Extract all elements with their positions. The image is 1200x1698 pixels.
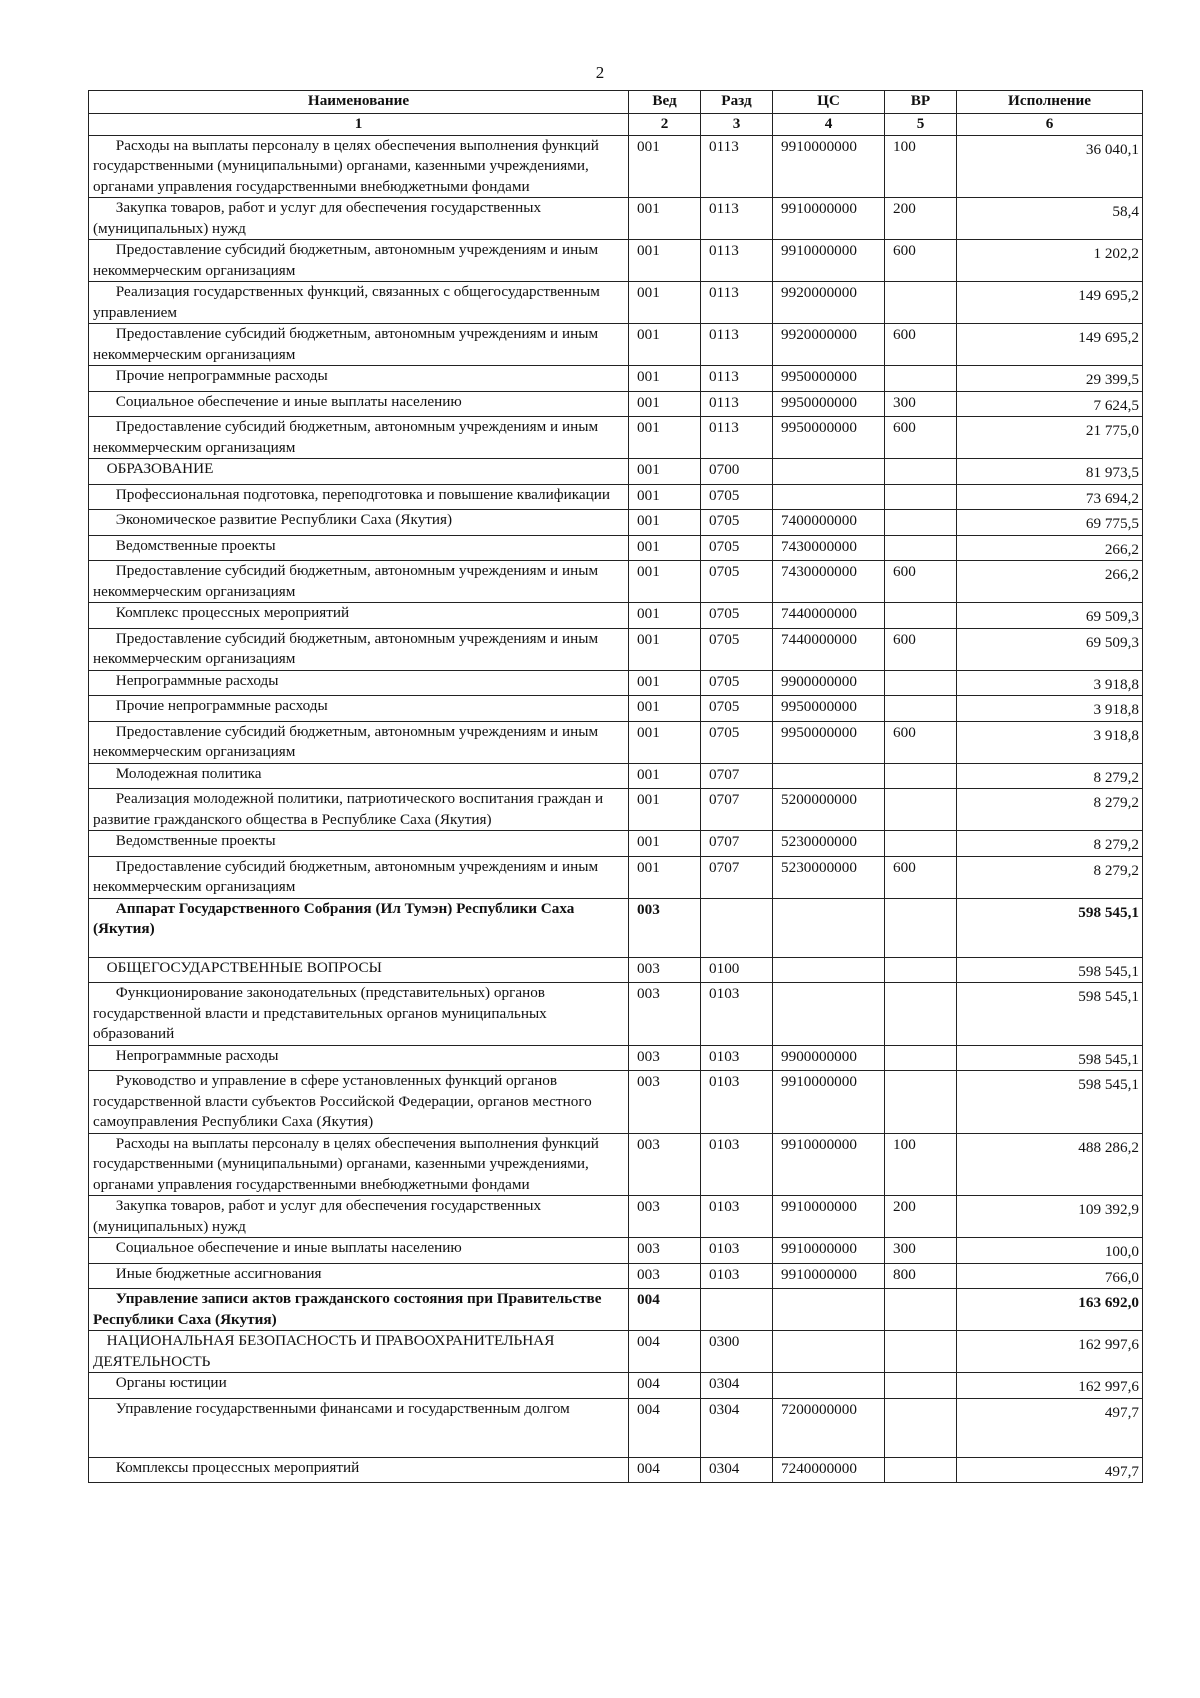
row-vr: [885, 1398, 957, 1457]
row-cs: 7240000000: [773, 1457, 885, 1483]
table-row: [89, 484, 1143, 510]
row-razd: 0113: [701, 391, 773, 417]
row-amount: 598 545,1: [957, 983, 1143, 1046]
row-name: Экономическое развитие Республики Саха (Якутия): [89, 510, 629, 536]
table-row: [89, 898, 1143, 957]
row-ved: 003: [629, 1133, 701, 1196]
table-row: [89, 459, 1143, 485]
row-name: Расходы на выплаты персоналу в целях обеспечения выполнения функций государственными (муниципальными) органами, казенными учреждениями, органами управления государственными внебюджетными фондами: [89, 135, 629, 198]
row-ved: 001: [629, 670, 701, 696]
row-cs: 7400000000: [773, 510, 885, 536]
row-amount: 488 286,2: [957, 1133, 1143, 1196]
row-razd: 0705: [701, 535, 773, 561]
row-ved: 003: [629, 898, 701, 957]
row-name: Расходы на выплаты персоналу в целях обеспечения выполнения функций государственными (муниципальными) органами, казенными учреждениями, органами управления государственными внебюджетными фондами: [89, 1133, 629, 1196]
row-amount: 598 545,1: [957, 1071, 1143, 1134]
column-number: 1: [89, 114, 629, 136]
row-razd: 0705: [701, 721, 773, 763]
row-ved: 003: [629, 1045, 701, 1071]
row-razd: 0705: [701, 696, 773, 722]
row-ved: 001: [629, 417, 701, 459]
row-amount: 163 692,0: [957, 1289, 1143, 1331]
row-vr: [885, 957, 957, 983]
row-cs: 9910000000: [773, 1238, 885, 1264]
row-name: Ведомственные проекты: [89, 831, 629, 857]
row-razd: 0707: [701, 789, 773, 831]
row-vr: 600: [885, 721, 957, 763]
row-vr: 100: [885, 1133, 957, 1196]
row-vr: [885, 484, 957, 510]
table-row: [89, 282, 1143, 324]
row-vr: 600: [885, 561, 957, 603]
row-razd: [701, 1289, 773, 1331]
header-razd: Разд: [701, 91, 773, 114]
row-razd: 0103: [701, 1071, 773, 1134]
row-ved: 001: [629, 789, 701, 831]
row-vr: [885, 1457, 957, 1483]
row-vr: [885, 510, 957, 536]
row-name: Закупка товаров, работ и услуг для обеспечения государственных (муниципальных) нужд: [89, 1196, 629, 1238]
row-cs: 9920000000: [773, 324, 885, 366]
row-amount: 58,4: [957, 198, 1143, 240]
header-amount: Исполнение: [957, 91, 1143, 114]
row-name: Прочие непрограммные расходы: [89, 696, 629, 722]
row-name: Молодежная политика: [89, 763, 629, 789]
row-ved: 001: [629, 391, 701, 417]
column-number: 2: [629, 114, 701, 136]
row-ved: 004: [629, 1457, 701, 1483]
row-name: Реализация государственных функций, связанных с общегосударственным управлением: [89, 282, 629, 324]
row-name: Предоставление субсидий бюджетным, автономным учреждениям и иным некоммерческим организациям: [89, 417, 629, 459]
table-row: [89, 510, 1143, 536]
row-ved: 001: [629, 135, 701, 198]
row-ved: 004: [629, 1289, 701, 1331]
row-name: ОБЩЕГОСУДАРСТВЕННЫЕ ВОПРОСЫ: [89, 957, 629, 983]
row-razd: 0103: [701, 1238, 773, 1264]
row-vr: [885, 983, 957, 1046]
row-razd: 0103: [701, 1263, 773, 1289]
table-row: [89, 1133, 1143, 1196]
row-vr: [885, 831, 957, 857]
table-row: [89, 957, 1143, 983]
table-row: [89, 670, 1143, 696]
row-name: Закупка товаров, работ и услуг для обеспечения государственных (муниципальных) нужд: [89, 198, 629, 240]
row-amount: 29 399,5: [957, 366, 1143, 392]
row-ved: 001: [629, 484, 701, 510]
row-ved: 001: [629, 628, 701, 670]
row-amount: 8 279,2: [957, 831, 1143, 857]
row-cs: [773, 459, 885, 485]
row-amount: 36 040,1: [957, 135, 1143, 198]
row-razd: 0705: [701, 561, 773, 603]
column-number: 6: [957, 114, 1143, 136]
row-vr: [885, 898, 957, 957]
row-cs: 9900000000: [773, 1045, 885, 1071]
row-amount: 69 509,3: [957, 603, 1143, 629]
row-amount: 162 997,6: [957, 1373, 1143, 1399]
row-name: Предоставление субсидий бюджетным, автономным учреждениям и иным некоммерческим организациям: [89, 561, 629, 603]
row-amount: 598 545,1: [957, 898, 1143, 957]
row-cs: 9950000000: [773, 391, 885, 417]
row-amount: 497,7: [957, 1457, 1143, 1483]
row-cs: 9910000000: [773, 1133, 885, 1196]
row-cs: [773, 1373, 885, 1399]
row-ved: 004: [629, 1373, 701, 1399]
row-name: Профессиональная подготовка, переподготовка и повышение квалификации: [89, 484, 629, 510]
row-ved: 003: [629, 1263, 701, 1289]
header-row: [89, 91, 1143, 114]
row-vr: [885, 282, 957, 324]
row-cs: 7200000000: [773, 1398, 885, 1457]
row-cs: 5230000000: [773, 856, 885, 898]
row-cs: 7440000000: [773, 603, 885, 629]
row-name: Предоставление субсидий бюджетным, автономным учреждениям и иным некоммерческим организациям: [89, 856, 629, 898]
row-amount: 8 279,2: [957, 856, 1143, 898]
row-amount: 1 202,2: [957, 240, 1143, 282]
column-number-row: [89, 114, 1143, 136]
row-amount: 149 695,2: [957, 324, 1143, 366]
row-name: Управление записи актов гражданского состояния при Правительстве Республики Саха (Якутия): [89, 1289, 629, 1331]
row-ved: 001: [629, 831, 701, 857]
row-name: ОБРАЗОВАНИЕ: [89, 459, 629, 485]
row-amount: 69 775,5: [957, 510, 1143, 536]
row-cs: 5230000000: [773, 831, 885, 857]
table-row: [89, 1289, 1143, 1331]
row-razd: 0705: [701, 603, 773, 629]
row-razd: 0700: [701, 459, 773, 485]
row-razd: 0304: [701, 1457, 773, 1483]
row-amount: 766,0: [957, 1263, 1143, 1289]
row-cs: 7440000000: [773, 628, 885, 670]
row-name: Иные бюджетные ассигнования: [89, 1263, 629, 1289]
row-amount: 81 973,5: [957, 459, 1143, 485]
row-name: Предоставление субсидий бюджетным, автономным учреждениям и иным некоммерческим организациям: [89, 324, 629, 366]
row-razd: 0300: [701, 1331, 773, 1373]
row-vr: 200: [885, 198, 957, 240]
row-amount: 8 279,2: [957, 789, 1143, 831]
row-name: Аппарат Государственного Собрания (Ил Тумэн) Республики Саха (Якутия): [89, 898, 629, 957]
row-cs: 9910000000: [773, 135, 885, 198]
row-razd: 0705: [701, 510, 773, 536]
row-ved: 001: [629, 198, 701, 240]
column-number: 4: [773, 114, 885, 136]
column-number: 5: [885, 114, 957, 136]
row-name: Комплекс процессных мероприятий: [89, 603, 629, 629]
row-amount: 149 695,2: [957, 282, 1143, 324]
row-ved: 001: [629, 282, 701, 324]
row-ved: 003: [629, 957, 701, 983]
row-cs: 9950000000: [773, 721, 885, 763]
row-amount: 266,2: [957, 561, 1143, 603]
row-razd: 0705: [701, 628, 773, 670]
row-vr: 800: [885, 1263, 957, 1289]
row-vr: 200: [885, 1196, 957, 1238]
row-cs: [773, 898, 885, 957]
row-vr: 300: [885, 391, 957, 417]
row-vr: 100: [885, 135, 957, 198]
row-vr: 600: [885, 324, 957, 366]
row-cs: [773, 983, 885, 1046]
row-razd: 0707: [701, 856, 773, 898]
row-razd: 0113: [701, 282, 773, 324]
row-name: Органы юстиции: [89, 1373, 629, 1399]
row-amount: 3 918,8: [957, 670, 1143, 696]
row-razd: 0113: [701, 324, 773, 366]
row-vr: [885, 696, 957, 722]
table-row: [89, 417, 1143, 459]
row-vr: [885, 459, 957, 485]
row-amount: 109 392,9: [957, 1196, 1143, 1238]
table-row: [89, 1373, 1143, 1399]
table-row: [89, 198, 1143, 240]
row-cs: [773, 957, 885, 983]
row-name: Реализация молодежной политики, патриотического воспитания граждан и развитие гражданского общества в Республике Саха (Якутия): [89, 789, 629, 831]
table-row: [89, 535, 1143, 561]
row-ved: 001: [629, 459, 701, 485]
row-name: Руководство и управление в сфере установленных функций органов государственной власти субъектов Российской Федерации, органов местного самоуправления Республики Саха (Якутия): [89, 1071, 629, 1134]
row-amount: 21 775,0: [957, 417, 1143, 459]
table-row: [89, 1331, 1143, 1373]
row-vr: [885, 1373, 957, 1399]
row-razd: 0707: [701, 763, 773, 789]
row-ved: 001: [629, 721, 701, 763]
row-razd: 0304: [701, 1398, 773, 1457]
row-razd: 0103: [701, 1196, 773, 1238]
table-row: [89, 240, 1143, 282]
row-ved: 001: [629, 856, 701, 898]
row-name: Ведомственные проекты: [89, 535, 629, 561]
table-row: [89, 1457, 1143, 1483]
table-row: [89, 983, 1143, 1046]
row-ved: 001: [629, 603, 701, 629]
row-name: НАЦИОНАЛЬНАЯ БЕЗОПАСНОСТЬ И ПРАВООХРАНИТЕЛЬНАЯ ДЕЯТЕЛЬНОСТЬ: [89, 1331, 629, 1373]
row-name: Предоставление субсидий бюджетным, автономным учреждениям и иным некоммерческим организациям: [89, 240, 629, 282]
table-row: [89, 561, 1143, 603]
table-row: [89, 1045, 1143, 1071]
row-razd: 0707: [701, 831, 773, 857]
row-ved: 001: [629, 696, 701, 722]
row-razd: 0100: [701, 957, 773, 983]
row-razd: 0304: [701, 1373, 773, 1399]
header-vr: ВР: [885, 91, 957, 114]
row-name: Социальное обеспечение и иные выплаты населению: [89, 391, 629, 417]
row-ved: 001: [629, 324, 701, 366]
row-cs: [773, 1289, 885, 1331]
row-amount: 497,7: [957, 1398, 1143, 1457]
row-razd: [701, 898, 773, 957]
table-row: [89, 366, 1143, 392]
row-cs: [773, 1331, 885, 1373]
header-cs: ЦС: [773, 91, 885, 114]
column-number: 3: [701, 114, 773, 136]
row-razd: 0113: [701, 240, 773, 282]
row-cs: 9900000000: [773, 670, 885, 696]
row-razd: 0113: [701, 198, 773, 240]
row-vr: 600: [885, 417, 957, 459]
row-cs: [773, 763, 885, 789]
table-row: [89, 391, 1143, 417]
row-cs: 9910000000: [773, 240, 885, 282]
row-vr: 600: [885, 628, 957, 670]
table-row: [89, 1398, 1143, 1457]
row-razd: 0705: [701, 484, 773, 510]
row-ved: 004: [629, 1331, 701, 1373]
row-vr: [885, 789, 957, 831]
row-cs: 9950000000: [773, 366, 885, 392]
table-row: [89, 789, 1143, 831]
row-name: Непрограммные расходы: [89, 670, 629, 696]
row-cs: 5200000000: [773, 789, 885, 831]
row-vr: [885, 1331, 957, 1373]
table-row: [89, 135, 1143, 198]
row-vr: [885, 1071, 957, 1134]
row-amount: 7 624,5: [957, 391, 1143, 417]
row-ved: 001: [629, 535, 701, 561]
row-name: Предоставление субсидий бюджетным, автономным учреждениям и иным некоммерческим организациям: [89, 628, 629, 670]
row-amount: 598 545,1: [957, 1045, 1143, 1071]
row-cs: 9950000000: [773, 417, 885, 459]
row-amount: 3 918,8: [957, 721, 1143, 763]
table-row: [89, 721, 1143, 763]
row-ved: 003: [629, 1196, 701, 1238]
table-row: [89, 1263, 1143, 1289]
row-cs: 9950000000: [773, 696, 885, 722]
row-amount: 162 997,6: [957, 1331, 1143, 1373]
row-vr: 300: [885, 1238, 957, 1264]
table-row: [89, 856, 1143, 898]
row-ved: 001: [629, 561, 701, 603]
row-razd: 0103: [701, 1045, 773, 1071]
table-row: [89, 1196, 1143, 1238]
row-ved: 004: [629, 1398, 701, 1457]
table-row: [89, 763, 1143, 789]
row-razd: 0103: [701, 1133, 773, 1196]
row-vr: [885, 366, 957, 392]
row-name: Комплексы процессных мероприятий: [89, 1457, 629, 1483]
row-amount: 100,0: [957, 1238, 1143, 1264]
page-number: 2: [595, 63, 605, 82]
table-row: [89, 1238, 1143, 1264]
row-razd: 0103: [701, 983, 773, 1046]
row-name: Функционирование законодательных (представительных) органов государственной власти и представительных органов муниципальных образований: [89, 983, 629, 1046]
table-row: [89, 1071, 1143, 1134]
row-vr: [885, 763, 957, 789]
row-name: Предоставление субсидий бюджетным, автономным учреждениям и иным некоммерческим организациям: [89, 721, 629, 763]
row-amount: 8 279,2: [957, 763, 1143, 789]
row-cs: 7430000000: [773, 535, 885, 561]
row-razd: 0113: [701, 417, 773, 459]
row-cs: [773, 484, 885, 510]
row-amount: 598 545,1: [957, 957, 1143, 983]
row-vr: [885, 603, 957, 629]
table-row: [89, 603, 1143, 629]
header-ved: Вед: [629, 91, 701, 114]
row-vr: 600: [885, 240, 957, 282]
row-vr: [885, 670, 957, 696]
row-vr: [885, 535, 957, 561]
row-amount: 73 694,2: [957, 484, 1143, 510]
row-cs: 9920000000: [773, 282, 885, 324]
row-ved: 001: [629, 763, 701, 789]
row-name: Социальное обеспечение и иные выплаты населению: [89, 1238, 629, 1264]
row-cs: 9910000000: [773, 1263, 885, 1289]
row-ved: 001: [629, 510, 701, 536]
table-row: [89, 628, 1143, 670]
row-razd: 0705: [701, 670, 773, 696]
table-body: [89, 135, 1143, 1483]
row-name: Прочие непрограммные расходы: [89, 366, 629, 392]
table-row: [89, 324, 1143, 366]
row-cs: 9910000000: [773, 1196, 885, 1238]
row-name: Управление государственными финансами и государственным долгом: [89, 1398, 629, 1457]
row-ved: 003: [629, 1071, 701, 1134]
row-ved: 001: [629, 240, 701, 282]
row-cs: 9910000000: [773, 198, 885, 240]
row-razd: 0113: [701, 366, 773, 392]
budget-table: [88, 90, 1143, 1483]
table-row: [89, 831, 1143, 857]
row-ved: 003: [629, 1238, 701, 1264]
row-amount: 69 509,3: [957, 628, 1143, 670]
row-cs: 9910000000: [773, 1071, 885, 1134]
row-name: Непрограммные расходы: [89, 1045, 629, 1071]
table-row: [89, 696, 1143, 722]
row-razd: 0113: [701, 135, 773, 198]
row-amount: 266,2: [957, 535, 1143, 561]
row-cs: 7430000000: [773, 561, 885, 603]
row-ved: 003: [629, 983, 701, 1046]
row-amount: 3 918,8: [957, 696, 1143, 722]
row-vr: [885, 1045, 957, 1071]
header-name: Наименование: [89, 91, 629, 114]
row-vr: [885, 1289, 957, 1331]
row-ved: 001: [629, 366, 701, 392]
row-vr: 600: [885, 856, 957, 898]
